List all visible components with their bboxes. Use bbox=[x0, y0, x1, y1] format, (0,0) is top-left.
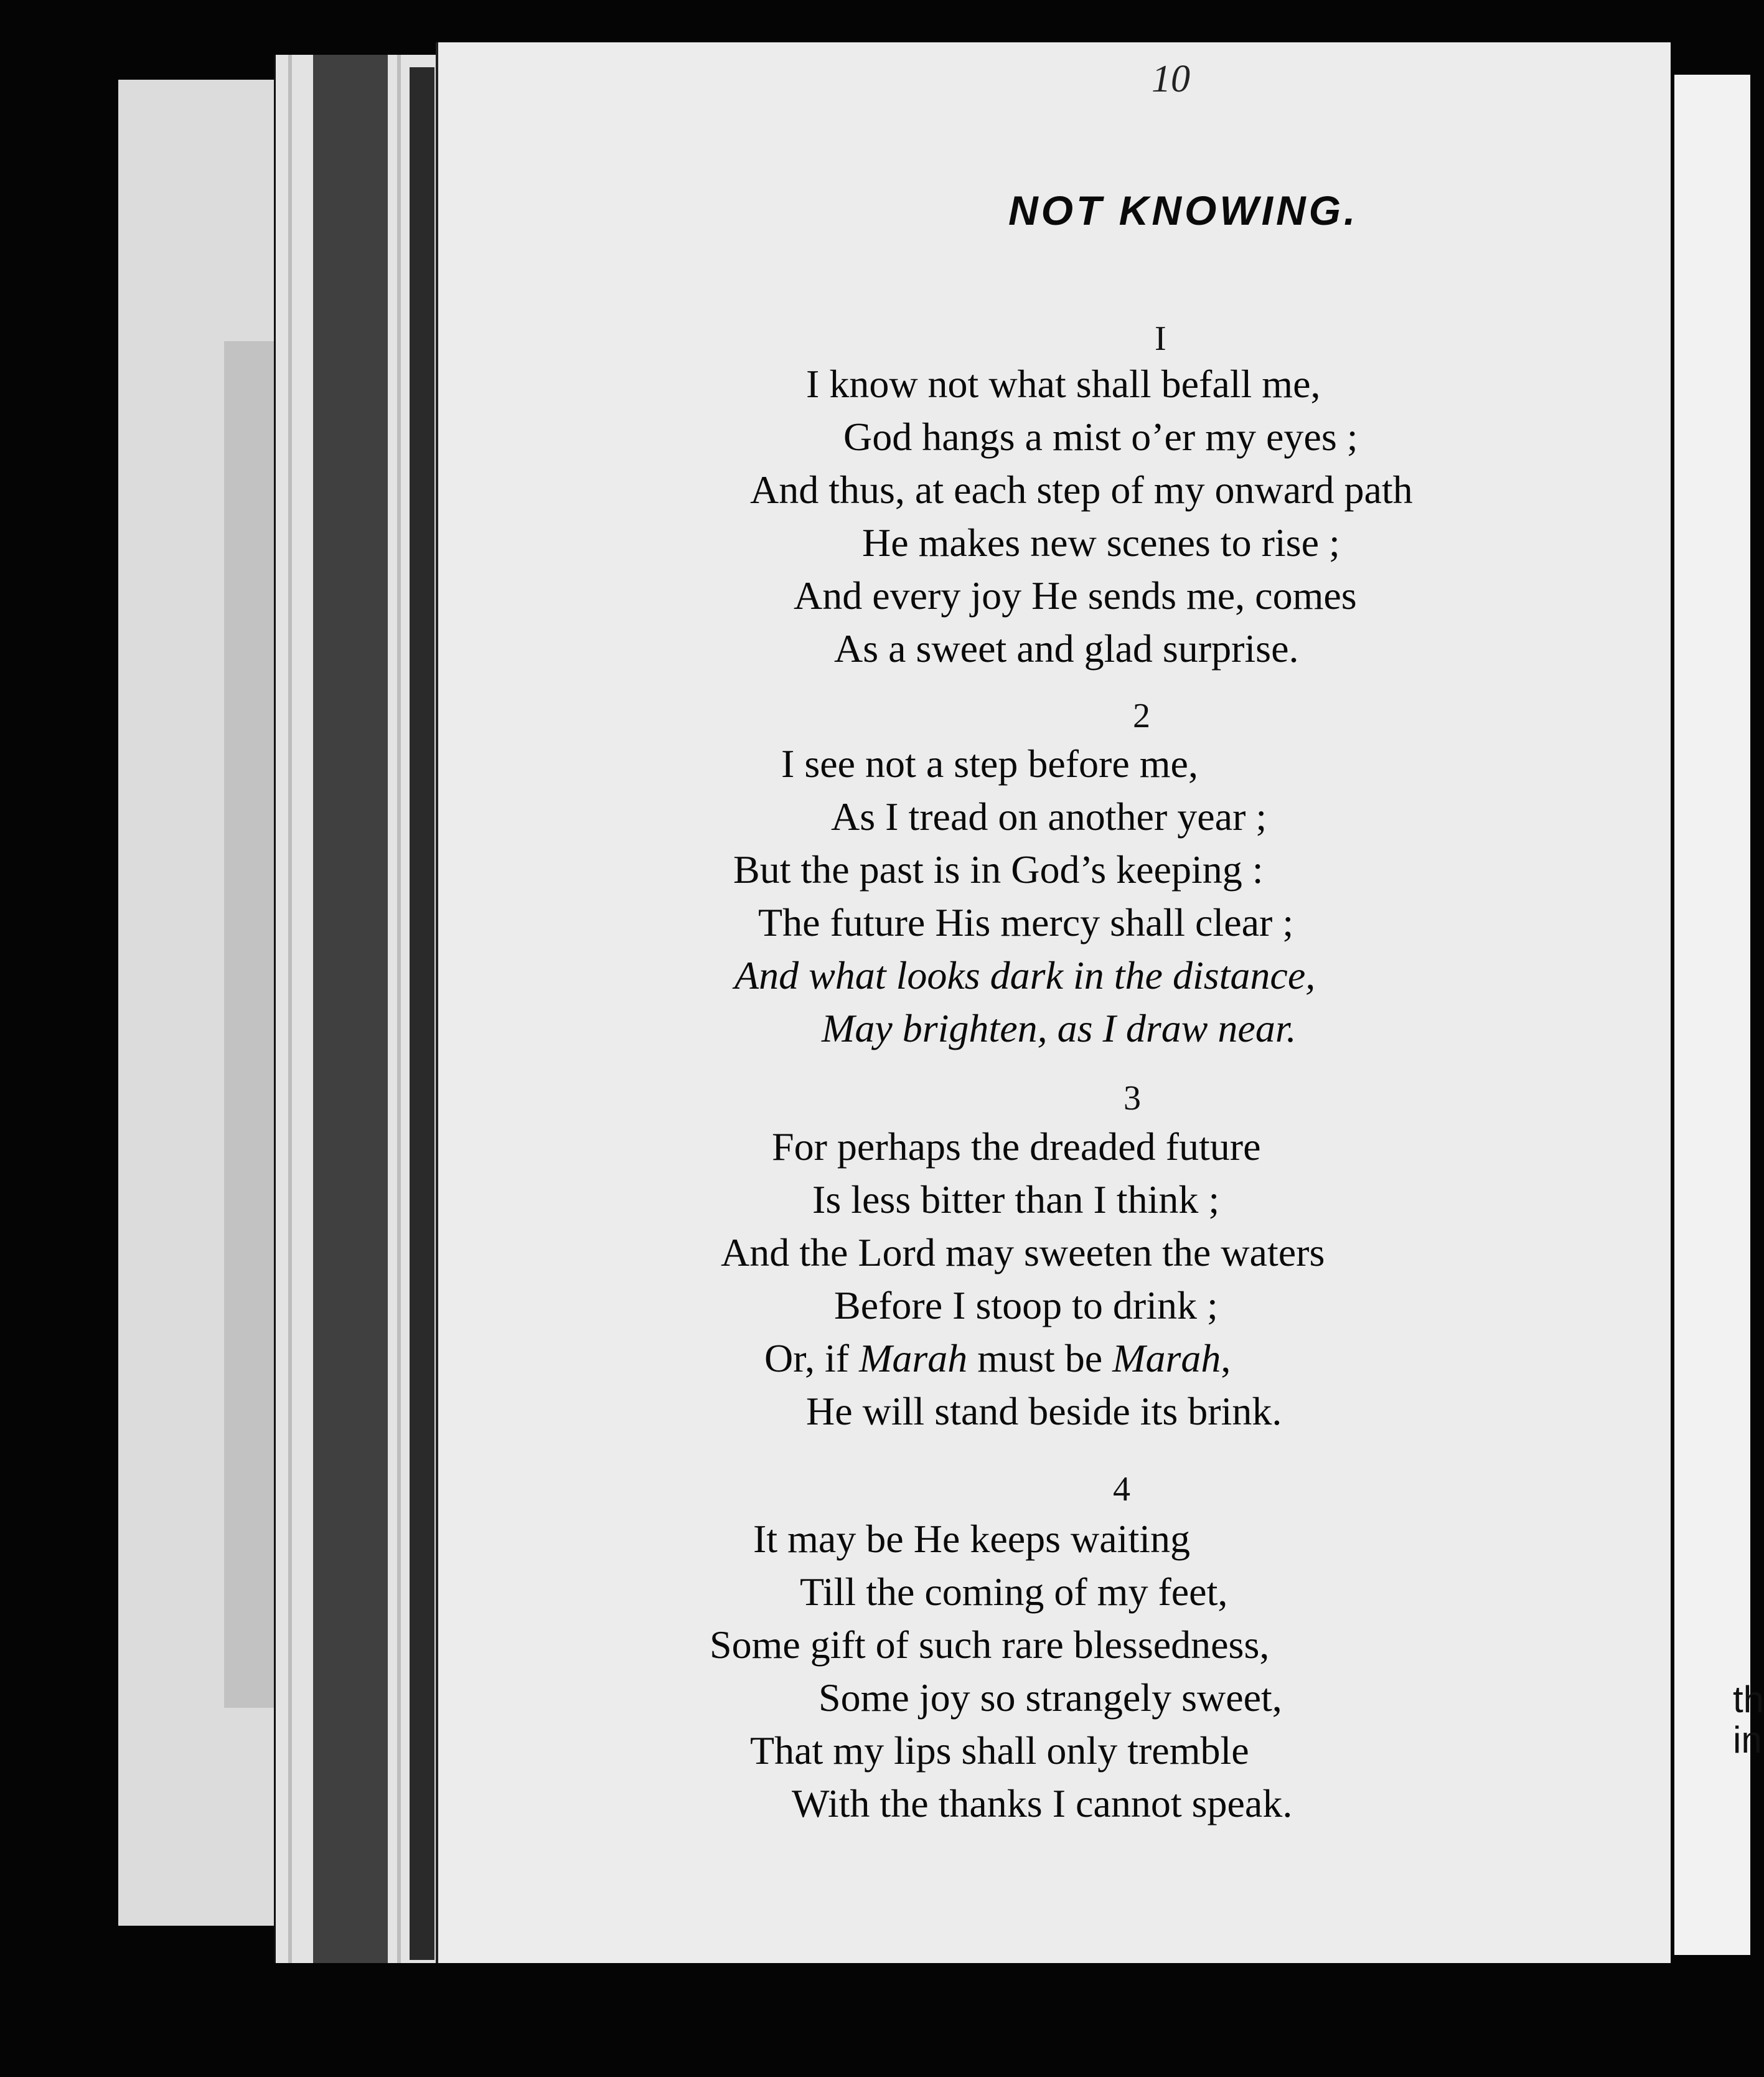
italic-word: Marah bbox=[859, 1336, 968, 1380]
right-page bbox=[1674, 75, 1750, 1955]
stanza-number: 2 bbox=[1133, 697, 1150, 735]
right-page-text: th bbox=[1733, 1679, 1764, 1720]
poem-line: Some joy so strangely sweet, bbox=[819, 1675, 1282, 1720]
poem-line: He will stand beside its brink. bbox=[806, 1389, 1282, 1433]
poem-title: NOT KNOWING. bbox=[1008, 187, 1359, 233]
poem-line: As I tread on another year ; bbox=[831, 794, 1267, 839]
poem-line-italic: May brighten, as I draw near. bbox=[822, 1006, 1297, 1050]
poem-line: But the past is in God’s keeping : bbox=[733, 847, 1264, 892]
poem-line-italic: And what looks dark in the distance, bbox=[734, 953, 1316, 997]
poem-line: It may be He keeps waiting bbox=[753, 1517, 1190, 1561]
poem-line: God hangs a mist o’er my eyes ; bbox=[843, 415, 1358, 459]
stanza-number: I bbox=[1155, 319, 1166, 358]
right-page-text: in bbox=[1733, 1719, 1762, 1761]
text-span: , bbox=[1221, 1336, 1231, 1380]
poem-line: Some gift of such rare blessedness, bbox=[710, 1623, 1270, 1667]
page-edge bbox=[397, 55, 401, 1963]
poem-line: He makes new scenes to rise ; bbox=[862, 520, 1340, 565]
poem-line: With the thanks I cannot speak. bbox=[792, 1781, 1293, 1825]
poem-line: Till the coming of my feet, bbox=[800, 1570, 1228, 1614]
binding-shadow bbox=[313, 55, 388, 1963]
poem-line: That my lips shall only tremble bbox=[750, 1728, 1249, 1773]
poem-line: Before I stoop to drink ; bbox=[834, 1283, 1218, 1327]
stanza-number: 3 bbox=[1124, 1079, 1141, 1118]
poem-line: The future His mercy shall clear ; bbox=[758, 900, 1294, 944]
poem-line: And the Lord may sweeten the waters bbox=[721, 1230, 1325, 1274]
binding-shadow bbox=[410, 67, 434, 1960]
page-number: 10 bbox=[1152, 58, 1190, 100]
text-span: Or, if bbox=[764, 1336, 860, 1380]
poem-line: Is less bitter than I think ; bbox=[812, 1177, 1220, 1222]
italic-word: Marah bbox=[1112, 1336, 1221, 1380]
stanza-number: 4 bbox=[1113, 1470, 1130, 1509]
poem-line bbox=[764, 1335, 1231, 1382]
poem-line: And every joy He sends me, comes bbox=[794, 573, 1357, 618]
poem-line: I see not a step before me, bbox=[781, 742, 1198, 786]
poem-line: I know not what shall befall me, bbox=[806, 362, 1321, 406]
poem-line: As a sweet and glad surprise. bbox=[834, 626, 1299, 671]
text-span: must be bbox=[967, 1336, 1113, 1380]
page-edge bbox=[288, 55, 292, 1963]
poem-line: For perhaps the dreaded future bbox=[772, 1124, 1261, 1169]
poem-line: And thus, at each step of my onward path bbox=[750, 468, 1413, 512]
